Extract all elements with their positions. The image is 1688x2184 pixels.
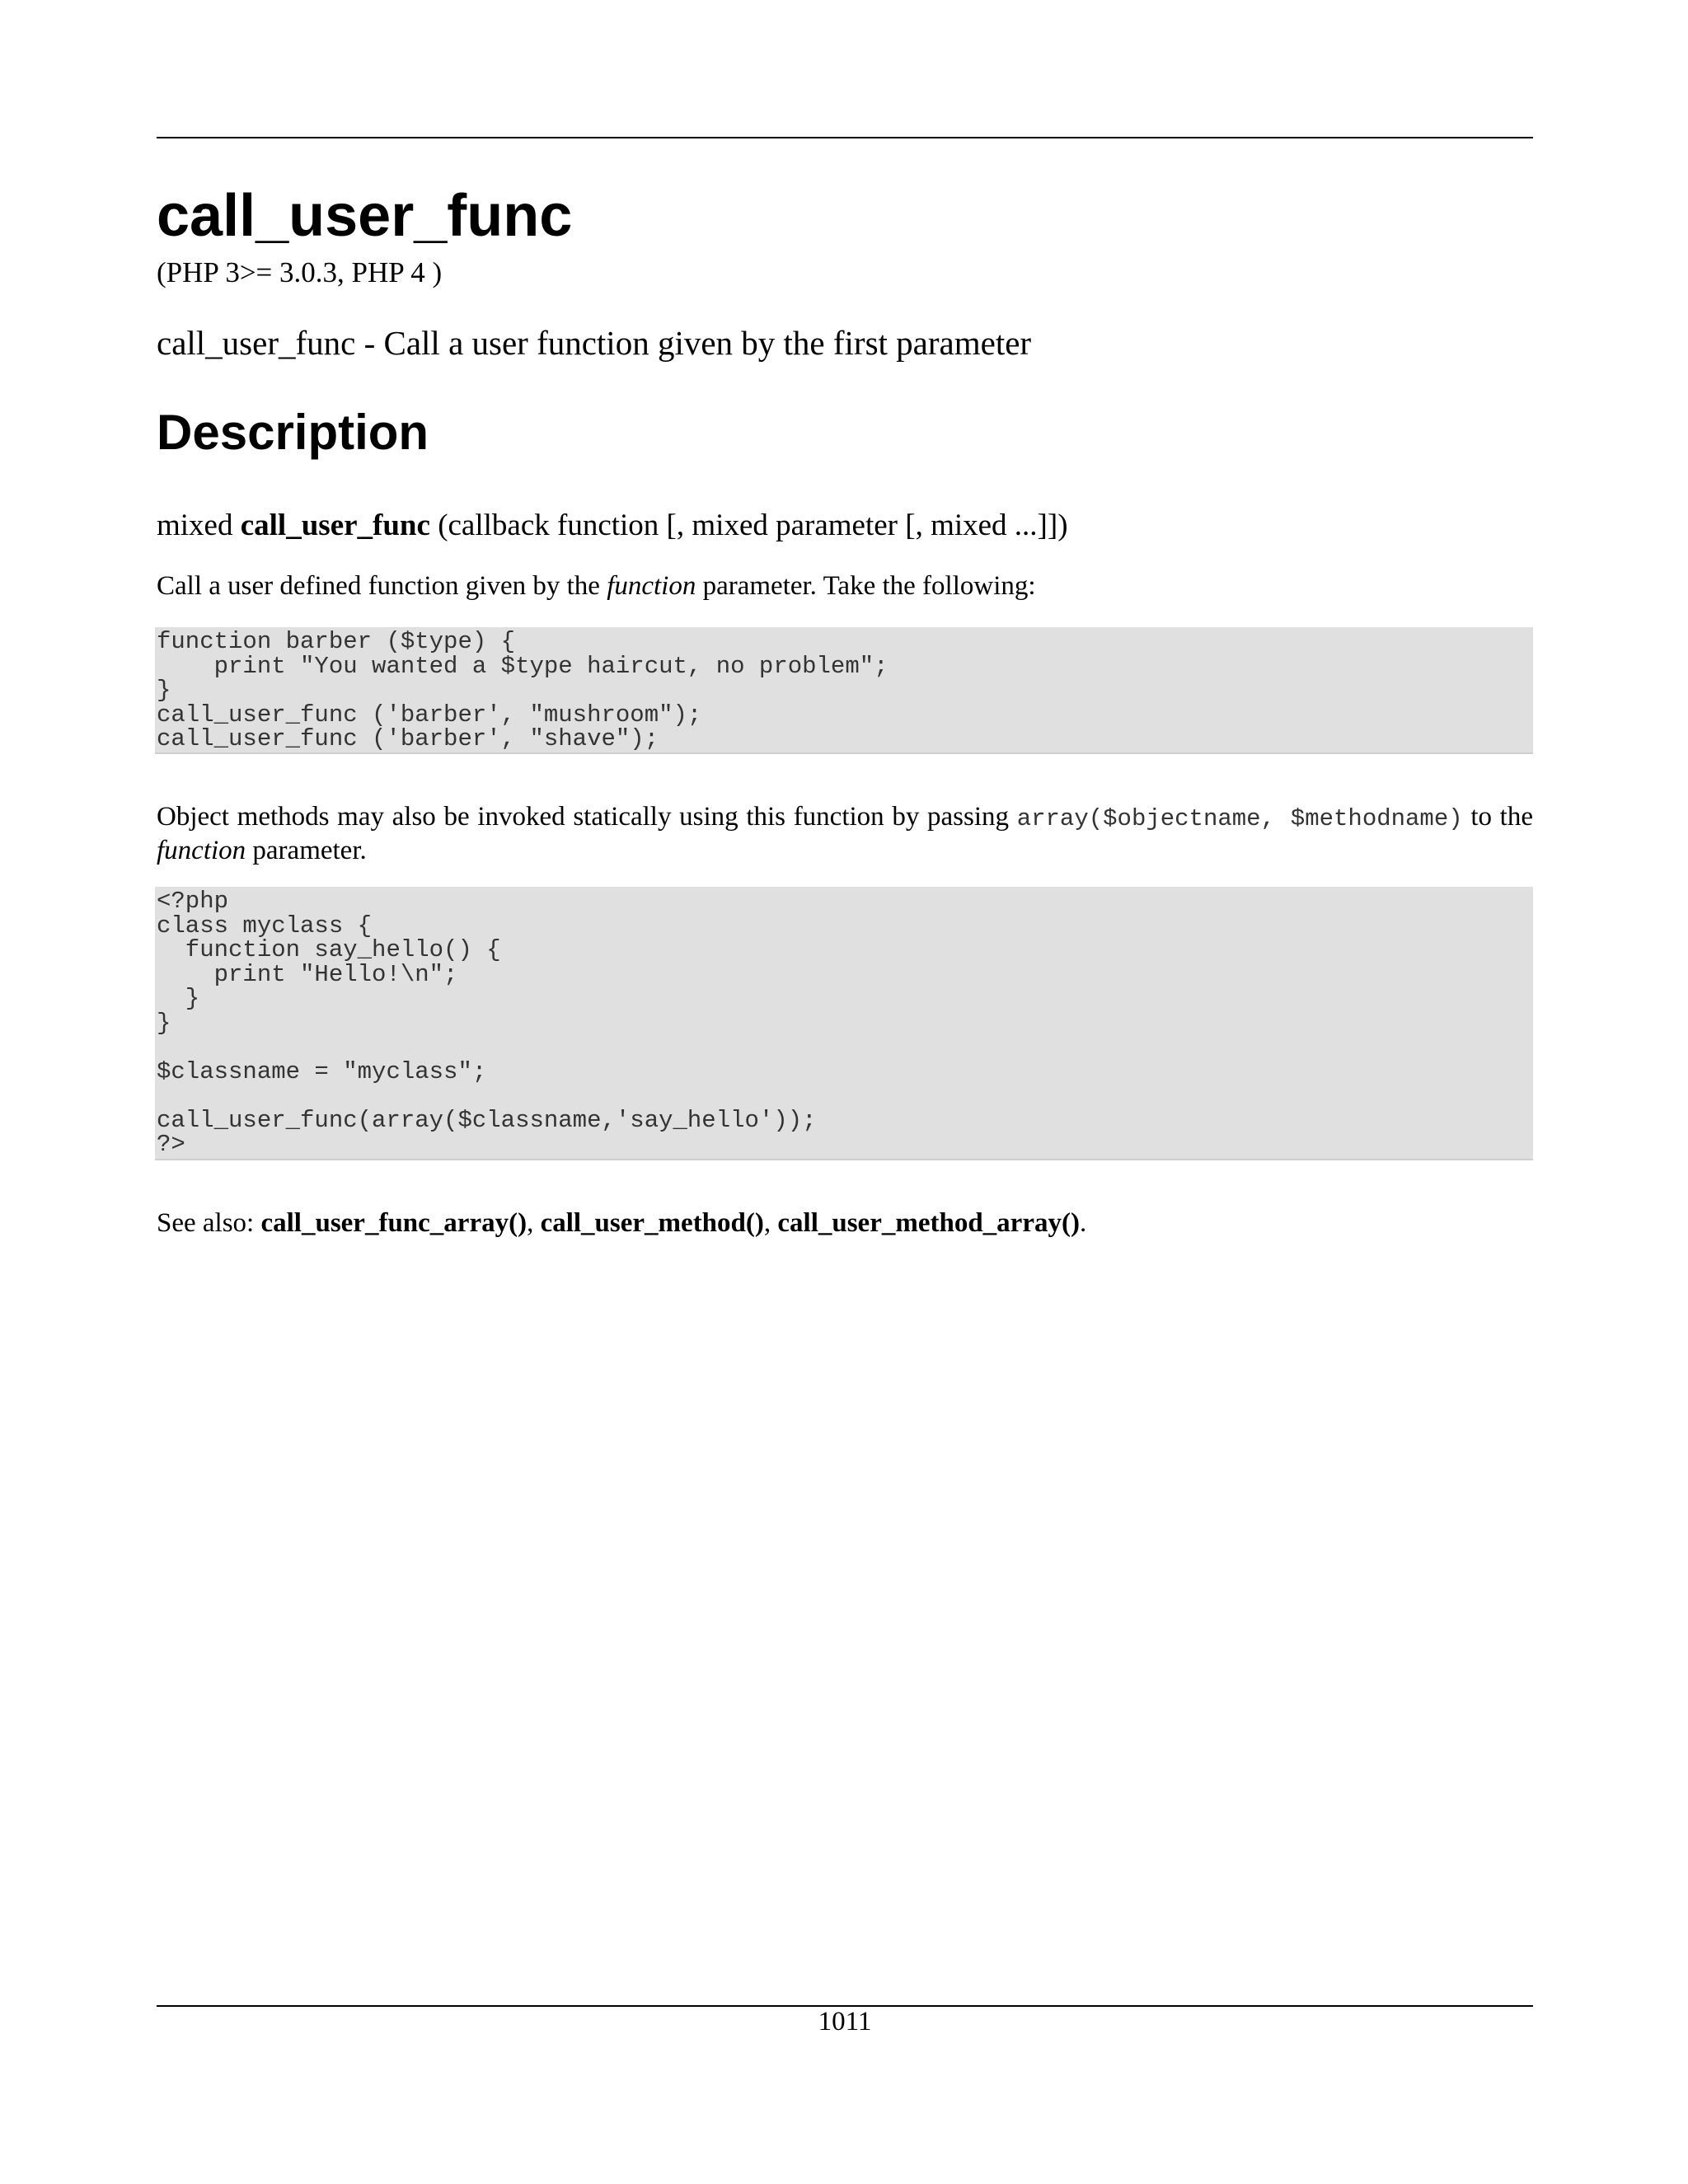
paragraph-text: parameter. — [252, 836, 367, 865]
document-page — [157, 0, 1533, 2184]
function-synopsis — [157, 508, 1068, 544]
function-title: call_user_func — [157, 183, 573, 249]
description-paragraph-1 — [157, 570, 1533, 602]
see-also-label: See also: — [157, 1208, 255, 1238]
function-summary: call_user_func - Call a user function given by the first parameter — [157, 324, 1032, 362]
see-also-link[interactable]: call_user_method_array() — [777, 1208, 1080, 1238]
page-number: 1011 — [818, 2007, 872, 2036]
see-also-link[interactable]: call_user_func_array() — [260, 1208, 528, 1238]
synopsis-return-type: mixed — [157, 509, 233, 542]
see-also-link[interactable]: call_user_method() — [540, 1208, 764, 1238]
paragraph-text: Call a user defined function given by the — [157, 571, 600, 601]
code-example-barber: function barber ($type) { print "You wanted a $type haircut, no problem"; } call_user_func ('barber', "mushroom"); call_user_func ('barber', "shave"); — [155, 627, 1533, 754]
paragraph-text: to the — [1470, 802, 1533, 832]
description-paragraph-2 — [157, 801, 1533, 866]
code-example-myclass: <?php class myclass { function say_hello() { print "Hello!\n"; } } $classname = "myclass"; call_user_func(array($classname,'say_hello')); ?> — [155, 887, 1533, 1160]
synopsis-params: (callback function [, mixed parameter [, mixed ...]]) — [438, 509, 1068, 542]
version-info: (PHP 3>= 3.0.3, PHP 4 ) — [157, 256, 443, 288]
paragraph-text: Object methods may also be invoked statically using this function by passing — [157, 802, 1010, 832]
inline-code: array($objectname, $methodname) — [1016, 805, 1463, 832]
paragraph-text: parameter. Take the following: — [702, 571, 1036, 601]
synopsis-function-name: call_user_func — [240, 509, 430, 542]
description-heading: Description — [157, 405, 429, 460]
parameter-name: function — [157, 836, 246, 865]
parameter-name: function — [607, 571, 696, 601]
see-also: See also: call_user_func_array(), call_user_method(), call_user_method_array(). — [157, 1208, 1087, 1238]
header-rule — [157, 137, 1533, 138]
